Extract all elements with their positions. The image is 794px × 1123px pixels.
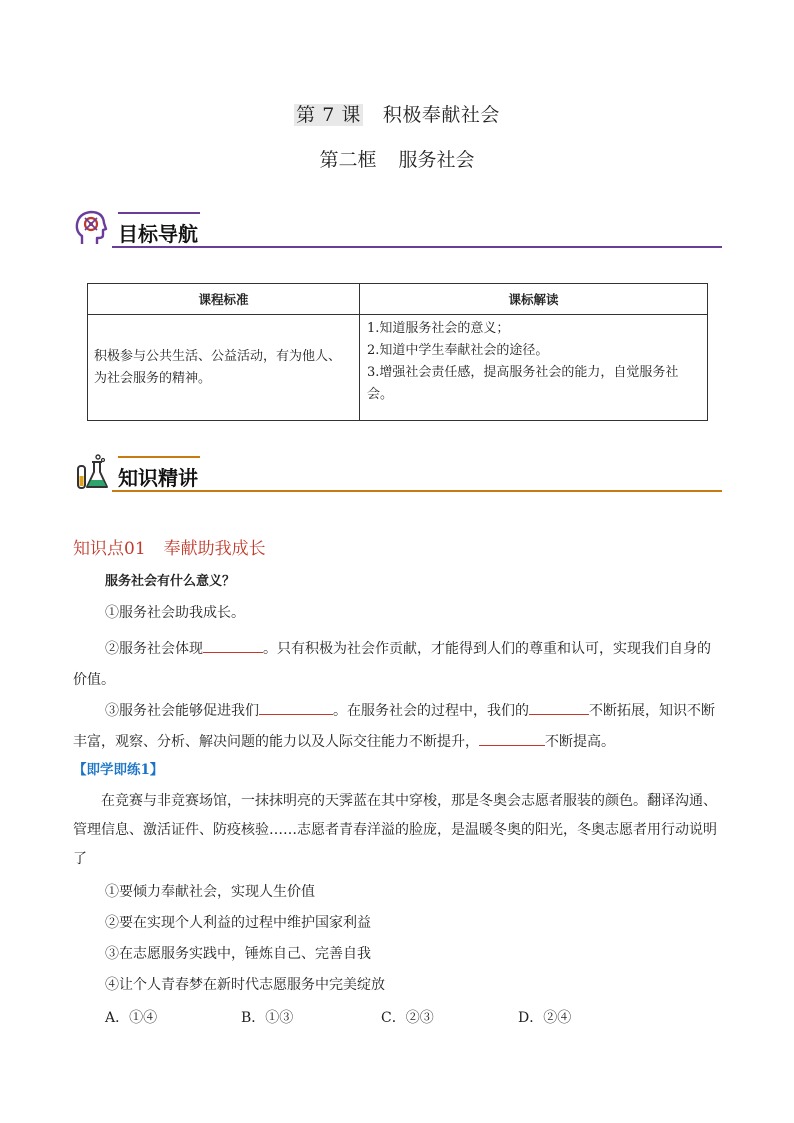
answer-options: [73, 1008, 755, 1028]
lab-flask-icon: [72, 452, 112, 492]
section-overline: [118, 456, 200, 458]
lesson-title-text: 积极奉献社会: [382, 104, 500, 126]
statement-4: ④让个人青春梦在新时代志愿服务中完美绽放: [105, 977, 385, 993]
sub-title: 第二框 服务社会: [319, 149, 475, 171]
option-d[interactable]: D．②④: [518, 1010, 572, 1026]
option-c[interactable]: C．②③: [381, 1010, 434, 1026]
interpretation-line: 3.增强社会责任感，提高服务社会的能力，自觉服务社会。: [367, 365, 679, 402]
content-item-1: ①服务社会助我成长。: [105, 605, 245, 621]
table-header-cell: 课标解读: [360, 284, 708, 315]
knowledge-point-title: 奉献助我成长: [163, 539, 266, 559]
table-header-row: [88, 284, 708, 315]
content-item-2: ②服务社会体现 。只有积极为社会作贡献，才能得到人们的尊重和认可，实现我们自身的价值。: [73, 634, 723, 696]
fill-blank[interactable]: [203, 638, 263, 653]
knowledge-point-heading: [73, 534, 266, 559]
section-overline: [118, 212, 200, 214]
table-row: [88, 315, 708, 421]
table-header-cell: 课程标准: [88, 284, 360, 315]
statement-3: ③在志愿服务实践中，锤炼自己、完善自我: [105, 946, 371, 962]
fill-blank[interactable]: [259, 700, 333, 715]
interpretation-line: 2.知道中学生奉献社会的途径。: [367, 343, 549, 358]
statement-1: ①要倾力奉献社会，实现人生价值: [105, 884, 315, 900]
interpretation-cell: [360, 315, 708, 421]
interpretation-line: 1.知道服务社会的意义；: [367, 321, 510, 336]
lesson-number-box: 第 7 课: [296, 104, 361, 126]
content-item-3: ③服务社会能够促进我们 。在服务社会的过程中，我们的 不断拓展，知识不断丰富，观察、分析、解决问题的能力以及人际交往能力不断提升， 不断提高。: [73, 696, 723, 758]
knowledge-point-label: 知识点01: [73, 539, 146, 559]
section-rule: [112, 246, 722, 248]
fill-blank[interactable]: [479, 731, 545, 746]
section-knowledge: [72, 452, 722, 496]
practice-label: 【即学即练1】: [73, 762, 164, 778]
standard-cell: 积极参与公共生活、公益活动，有为他人、为社会服务的精神。: [88, 315, 360, 421]
practice-stem: 在竞赛与非竞赛场馆，一抹抹明亮的天霁蓝在其中穿梭，那是冬奥会志愿者服装的颜色。翻译沟通、管理信息、激活证件、防疫核验……志愿者青春洋溢的脸庞，是温暖冬奥的阳光，冬奥志愿者用行动说明了: [73, 793, 717, 867]
section-title: 知识精讲: [118, 466, 198, 490]
section-title: 目标导航: [118, 222, 198, 246]
curriculum-table: [87, 283, 708, 421]
section-rule: [112, 490, 722, 492]
option-b[interactable]: B．①③: [241, 1010, 294, 1026]
section-goal-nav: [72, 208, 722, 252]
option-a[interactable]: A．①④: [105, 1010, 158, 1026]
question-text: 服务社会有什么意义？: [105, 574, 236, 589]
lesson-title: [0, 100, 794, 127]
statement-2: ②要在实现个人利益的过程中维护国家利益: [105, 915, 371, 931]
fill-blank[interactable]: [529, 700, 589, 715]
head-gear-icon: [72, 208, 112, 248]
